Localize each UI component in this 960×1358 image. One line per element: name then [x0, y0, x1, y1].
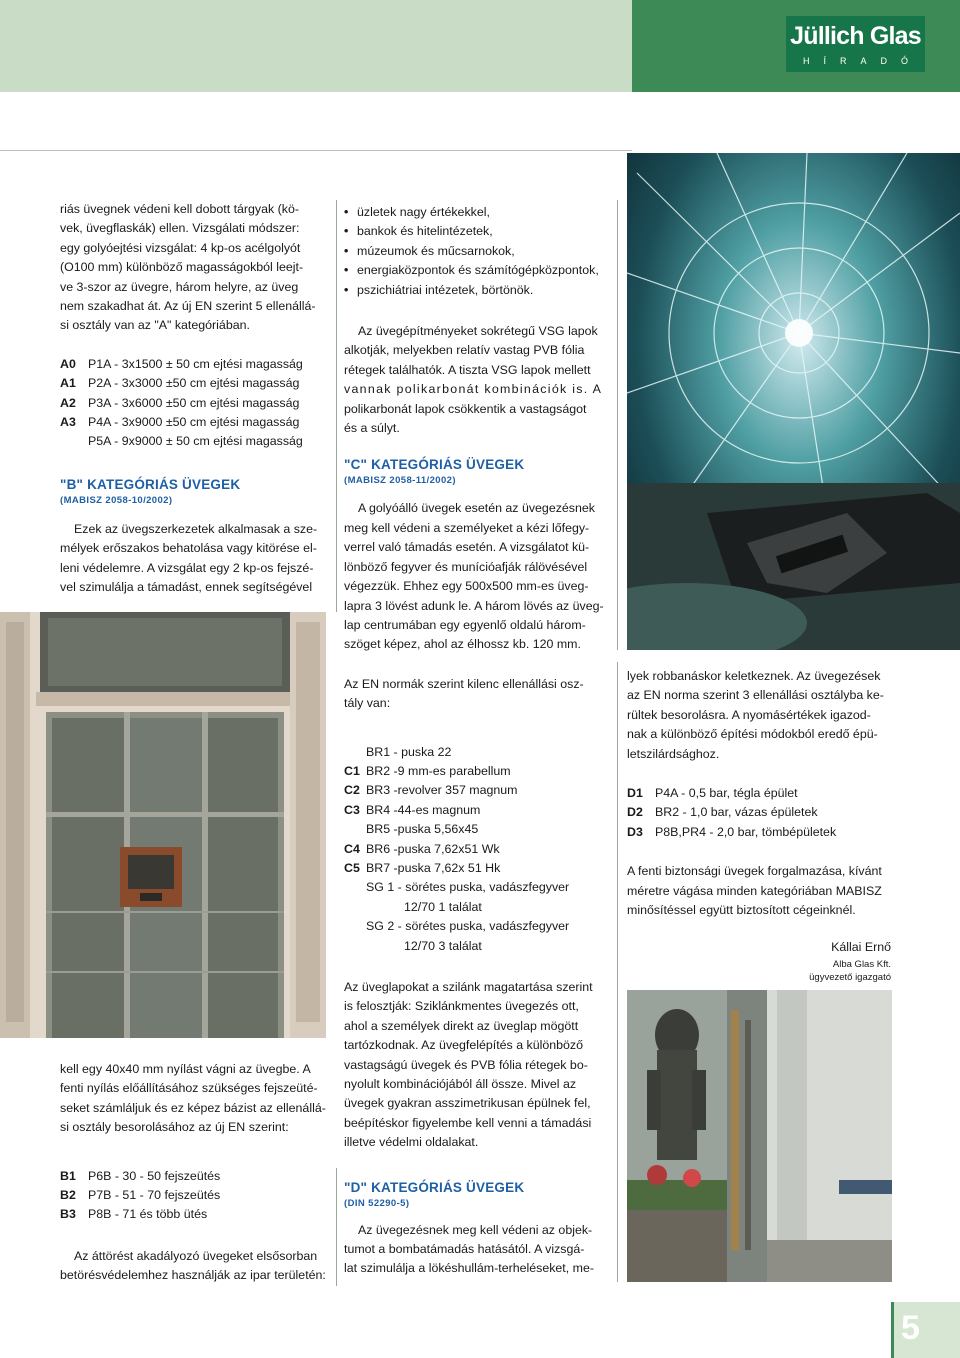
class-code: A3: [60, 415, 76, 430]
text-line: lapra 3 lövést adunk le. A három lövés az üveg-: [344, 598, 604, 613]
class-text: BR6 -puska 7,62x51 Wk: [366, 841, 500, 856]
b-paragraph: [60, 520, 326, 598]
c-paragraph: [344, 499, 608, 654]
text-line: vastagságú üvegek és PVB fólia rétegek bo-: [344, 1057, 588, 1072]
signature-name: Kállai Ernő: [831, 940, 891, 955]
text-line: A fenti biztonsági üvegek forgalmazása, kívánt: [627, 864, 882, 879]
class-text: BR3 -revolver 357 magnum: [366, 783, 518, 798]
class-text: P4A - 0,5 bar, tégla épület: [655, 786, 798, 801]
class-code: [344, 743, 366, 762]
street-statue-image: [627, 990, 892, 1282]
building-facade-photo: [0, 612, 326, 1038]
page-number-box: [891, 1302, 960, 1358]
text-line: vek, üvegflaskák) ellen. Vizsgálati módszer:: [60, 221, 300, 236]
section-heading-b: "B" KATEGÓRIÁS ÜVEGEK: [60, 476, 241, 492]
bullet-text: bankok és hitelintézetek,: [357, 224, 493, 239]
list-item: [60, 394, 326, 413]
class-text: P1A - 3x1500 ± 50 cm ejtési magasság: [88, 356, 303, 371]
splinter-paragraph: [344, 978, 608, 1153]
class-code: C5: [344, 860, 360, 875]
column-2: [344, 203, 608, 1279]
list-item: [344, 859, 608, 878]
text-line: beépítéskor figyelembe kell venni a támadási: [344, 1115, 592, 1130]
text-line: üvegek gyakran asszimetrikusan épülnek fel,: [344, 1096, 591, 1111]
text-line: meg kell védeni a személyeket a kézi lőfegy-: [344, 520, 590, 535]
list-item: [344, 801, 608, 820]
list-item: [344, 261, 608, 280]
a-class-list: [60, 355, 326, 452]
text-line: és a súlyt.: [344, 421, 400, 436]
list-item: [344, 937, 608, 956]
class-code: B1: [60, 1168, 76, 1183]
section-subheading-b: (MABISZ 2058-10/2002): [60, 494, 173, 506]
class-text: P8B - 71 és több ütés: [88, 1207, 208, 1222]
text-line: lyek robbanáskor keletkeznek. Az üvegezések: [627, 669, 881, 683]
column-1-top: [60, 200, 326, 598]
text-line: is felosztják: Sziklánkmentes üvegezés ott,: [344, 999, 579, 1014]
list-item: [60, 413, 326, 432]
bullet-list: [344, 203, 608, 300]
text-line: ve 3-szor az üvegre, három helyre, az üveg: [60, 279, 299, 294]
d-paragraph: [344, 1221, 608, 1279]
signature-block: [627, 938, 893, 983]
text-line: polikarbonát lapok csökkentik a vastagságot: [344, 401, 587, 416]
class-text: P6B - 30 - 50 fejszeütés: [88, 1168, 221, 1183]
text-line: Az áttörést akadályozó üvegeket elsősorban: [74, 1248, 318, 1263]
class-text: BR1 - puska 22: [366, 744, 452, 759]
text-line: nyolult kombinációjából áll össze. Mivel az: [344, 1077, 577, 1092]
shattered-glass-photo: [627, 153, 960, 650]
list-item: [344, 781, 608, 800]
text-line: kell egy 40x40 mm nyílást vágni az üvegbe. A: [60, 1062, 311, 1076]
text-line: Az EN normák szerint kilenc ellenállási osz-: [344, 676, 584, 691]
class-text: BR4 -44-es magnum: [366, 802, 481, 817]
column-divider: [336, 1168, 337, 1286]
signature-role: ügyvezető igazgató: [809, 971, 891, 983]
bullet-icon: •: [344, 243, 349, 258]
list-item: [344, 281, 608, 300]
text-line: letszilárdsághoz.: [627, 746, 720, 761]
class-code: C4: [344, 841, 360, 856]
class-code: [60, 432, 88, 451]
bullet-text: múzeumok és műcsarnokok,: [357, 243, 515, 258]
opening-paragraph: [60, 1060, 326, 1138]
text-line: verrel való támadás esetén. A vizsgálatot kü-: [344, 540, 590, 555]
text-line: lap centrumában egy egyenlő oldalú három-: [344, 617, 586, 632]
text-line: betörésvédelemhez használják az ipar területén:: [60, 1268, 326, 1283]
text-line: mélyek erőszakos behatolása vagy kitörése el-: [60, 541, 317, 556]
class-code: [344, 820, 366, 839]
continuation-paragraph: [627, 667, 893, 764]
text-line: az EN norma szerint 3 ellenállási osztályba ke-: [627, 688, 884, 703]
section-heading-c: "C" KATEGÓRIÁS ÜVEGEK: [344, 457, 525, 473]
logo-title: Jüllich Glas: [790, 22, 921, 50]
class-code: [344, 898, 404, 917]
closing-paragraph: [60, 1247, 326, 1286]
list-item: [60, 374, 326, 393]
class-text: 12/70 3 találat: [404, 938, 482, 953]
text-line: Ezek az üvegszerkezetek alkalmasak a sze-: [74, 521, 318, 536]
class-text: P2A - 3x3000 ±50 cm ejtési magasság: [88, 376, 300, 391]
logo-subtitle: HÍRADÓ: [802, 56, 922, 66]
class-code: A0: [60, 356, 76, 371]
class-text: BR5 -puska 5,56x45: [366, 822, 479, 837]
bullet-text: üzletek nagy értékekkel,: [357, 205, 490, 219]
column-divider: [336, 200, 337, 612]
text-line: Az üveglapokat a szilánk magatartása szerint: [344, 980, 593, 994]
class-text: BR7 -puska 7,62x 51 Hk: [366, 860, 501, 875]
vsg-paragraph: [344, 322, 608, 438]
list-item: [344, 840, 608, 859]
class-code: B3: [60, 1207, 76, 1222]
text-line: lat szimulálja a lökéshullám-terheléseket, me-: [344, 1261, 594, 1276]
class-code: [344, 878, 366, 897]
text-line: rültek besorolásra. A nyomásértékek igazod-: [627, 707, 871, 722]
list-item: [344, 917, 608, 936]
text-line: Az üvegépítményeket sokrétegű VSG lapok: [358, 324, 598, 339]
text-line: végezzük. Ehhez egy 500x500 mm-es üveg-: [344, 579, 589, 594]
list-item: [344, 878, 608, 897]
b-class-list: [60, 1167, 326, 1225]
text-line: szöget képez, ahol az élhossz kb. 120 mm.: [344, 637, 581, 652]
text-line: (O100 mm) különböző magasságokból leejt-: [60, 260, 304, 275]
text-line: rétegek találhatók. A tiszta VSG lapok mellett: [344, 362, 591, 377]
section-subheading-c: (MABISZ 2058-11/2002): [344, 475, 456, 487]
text-line: seket számláljuk és ez képez bázist az ellenállá-: [60, 1100, 326, 1115]
list-item: [60, 1205, 326, 1224]
class-code: [344, 917, 366, 936]
c-class-list: [344, 743, 608, 956]
list-item: [344, 203, 608, 222]
section-heading-d: "D" KATEGÓRIÁS ÜVEGEK: [344, 1179, 525, 1195]
class-text: P8B,PR4 - 2,0 bar, tömbépületek: [655, 824, 837, 839]
bullet-icon: •: [344, 282, 349, 297]
class-code: D2: [627, 805, 643, 820]
list-item: [344, 743, 608, 762]
text-line: tály van:: [344, 696, 391, 711]
class-text: SG 2 - sörétes puska, vadászfegyver: [366, 919, 570, 934]
list-item: [627, 784, 893, 803]
intro-paragraph: [60, 200, 326, 336]
bullet-text: pszichiátriai intézetek, börtönök.: [357, 282, 534, 297]
signature-company: Alba Glas Kft.: [832, 958, 891, 970]
brand-logo: [786, 16, 925, 72]
class-code: B2: [60, 1188, 76, 1203]
text-line: riás üvegnek védeni kell dobott tárgyak (kö-: [60, 202, 299, 216]
text-line: minősítéssel együtt biztosított cégeinknél.: [627, 903, 856, 918]
list-item: [60, 1186, 326, 1205]
header-band-light: [0, 0, 632, 92]
building-facade-image: [0, 612, 326, 1038]
text-line: ahol a személyek direkt az üveglap mögött: [344, 1018, 579, 1033]
text-line: nak a különböző építési módokból eredő épü-: [627, 727, 878, 742]
text-line: fenti nyílás előállításához szükséges fejszeüté-: [60, 1081, 318, 1096]
class-code: C3: [344, 802, 360, 817]
class-text: P3A - 3x6000 ±50 cm ejtési magasság: [88, 395, 300, 410]
class-code: C2: [344, 783, 360, 798]
en-paragraph: [344, 675, 608, 714]
class-code: D3: [627, 824, 643, 839]
list-item: [344, 820, 608, 839]
class-text: SG 1 - sörétes puska, vadászfegyver: [366, 880, 570, 895]
list-item: [60, 355, 326, 374]
shattered-glass-image: [627, 153, 960, 650]
list-item: [627, 803, 893, 822]
column-divider: [617, 662, 618, 1282]
list-item: [344, 762, 608, 781]
bullet-icon: •: [344, 205, 349, 219]
list-item: [60, 432, 326, 451]
bullet-text: energiaközpontok és számítógépközpontok,: [357, 263, 599, 278]
text-line: vel szimulálja a támadást, ennek segítségével: [60, 580, 313, 595]
class-text: 12/70 1 találat: [404, 899, 482, 914]
page-number: 5: [901, 1309, 920, 1347]
final-paragraph: [627, 862, 893, 920]
text-line: vannak polikarbonát kombinációk is. A: [344, 382, 603, 397]
list-item: [344, 242, 608, 261]
class-text: P7B - 51 - 70 fejszeütés: [88, 1188, 221, 1203]
class-code: A1: [60, 376, 76, 391]
bullet-icon: •: [344, 224, 349, 239]
class-text: P5A - 9x9000 ± 50 cm ejtési magasság: [88, 434, 303, 449]
text-line: nem szakadhat át. Az új EN szerint 5 ellenállá-: [60, 299, 316, 314]
text-line: si osztály besorolásához az új EN szerint:: [60, 1120, 289, 1135]
column-1-bottom: [60, 1060, 326, 1286]
list-item: [60, 1167, 326, 1186]
text-line: A golyóálló üvegek esetén az üvegezésnek: [358, 501, 595, 516]
class-code: D1: [627, 786, 643, 801]
text-line: Az üvegezésnek meg kell védeni az objek-: [358, 1222, 593, 1237]
class-code: A2: [60, 395, 76, 410]
class-text: P4A - 3x9000 ±50 cm ejtési magasság: [88, 415, 300, 430]
bullet-icon: •: [344, 263, 349, 278]
class-code: [344, 937, 404, 956]
list-item: [344, 898, 608, 917]
text-line: tartózkodnak. Az üvegfelépítés a különböző: [344, 1038, 584, 1053]
class-text: BR2 -9 mm-es parabellum: [366, 763, 511, 778]
section-subheading-d: (DIN 52290-5): [344, 1197, 410, 1209]
text-line: egy golyóejtési vizsgálat: 4 kp-os acélgolyót: [60, 240, 301, 255]
text-line: illetve védelmi oldalakat.: [344, 1135, 479, 1150]
list-item: [344, 222, 608, 241]
street-statue-photo: [627, 990, 892, 1282]
text-line: si osztály van az "A" kategóriában.: [60, 318, 250, 333]
list-item: [627, 823, 893, 842]
text-line: lönböző fegyver és munícióafják rálövésével: [344, 559, 588, 574]
column-divider: [617, 200, 618, 650]
class-code: C1: [344, 763, 360, 778]
text-line: leni védelemre. A vizsgálat egy 2 kp-os fejszé-: [60, 560, 314, 575]
page-number-edge: [891, 1302, 894, 1358]
text-line: tumot a bombatámadás hatásától. A vizsgá-: [344, 1242, 585, 1257]
class-text: BR2 - 1,0 bar, vázas épületek: [655, 805, 818, 820]
text-line: alkotják, melyekben relatív vastag PVB fólia: [344, 343, 585, 358]
header-rule: [0, 150, 632, 151]
column-3: [627, 667, 893, 984]
d-class-list: [627, 784, 893, 842]
text-line: méretre vágása minden kategóriában MABISZ: [627, 883, 882, 898]
